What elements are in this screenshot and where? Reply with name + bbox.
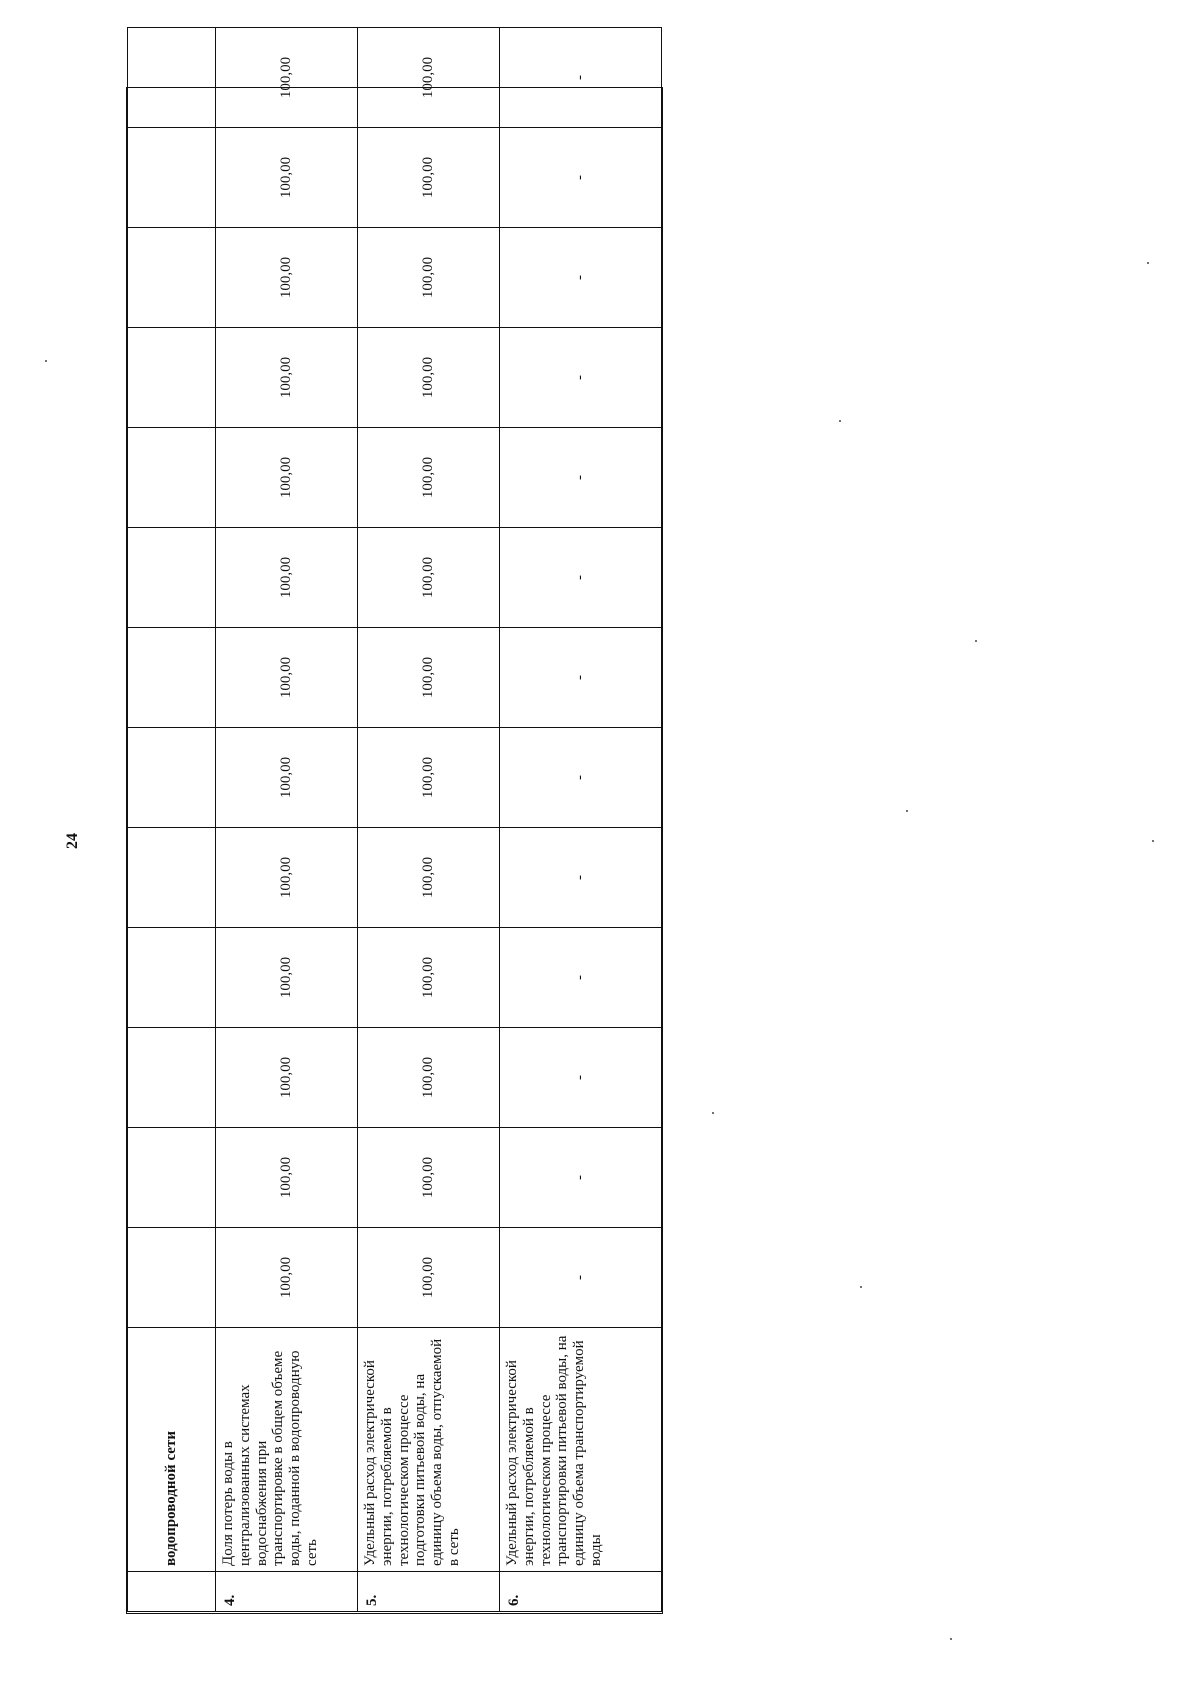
- value-cell: 100,00: [358, 828, 500, 928]
- header-value-cell: [128, 1228, 216, 1328]
- value-cell: 100,00: [358, 428, 500, 528]
- row-number-cell: 5.: [358, 1572, 500, 1612]
- header-value-cell: [128, 328, 216, 428]
- scan-speck: [975, 640, 977, 642]
- header-value-cell: [128, 928, 216, 1028]
- row-name-cell: Доля потерь воды в централизованных системах водоснабжения при транспортировке в общем объеме воды, поданной в водопроводную сеть: [216, 1328, 358, 1572]
- row-name-cell: Удельный расход электрической энергии, потребляемой в технологическом процессе транспортировки питьевой воды, на единицу объема транспортируемой воды: [500, 1328, 662, 1572]
- scan-speck: [712, 1112, 714, 1114]
- value-cell: 100,00: [216, 628, 358, 728]
- value-cell: 100,00: [216, 1028, 358, 1128]
- value-cell: -: [500, 628, 662, 728]
- indicators-table-frame: [126, 56, 663, 1614]
- value-cell: 100,00: [216, 728, 358, 828]
- indicators-table-rotated: [127, 56, 661, 1612]
- value-cell: -: [500, 928, 662, 1028]
- header-value-cell: [128, 828, 216, 928]
- page-number: 24: [64, 833, 81, 849]
- scan-speck: [1147, 262, 1149, 264]
- value-cell: 100,00: [358, 28, 500, 128]
- scan-speck: [906, 810, 908, 812]
- value-cell: 100,00: [216, 1128, 358, 1228]
- value-cell: 100,00: [358, 728, 500, 828]
- value-cell: 100,00: [358, 1228, 500, 1328]
- table-header-row: [128, 28, 216, 1612]
- value-cell: -: [500, 1228, 662, 1328]
- value-cell: -: [500, 828, 662, 928]
- value-cell: -: [500, 28, 662, 128]
- value-cell: 100,00: [358, 1128, 500, 1228]
- value-cell: -: [500, 428, 662, 528]
- value-cell: 100,00: [216, 28, 358, 128]
- value-cell: 100,00: [358, 928, 500, 1028]
- header-value-cell: [128, 228, 216, 328]
- value-cell: 100,00: [216, 328, 358, 428]
- header-value-cell: [128, 428, 216, 528]
- header-value-cell: [128, 528, 216, 628]
- header-value-cell: [128, 628, 216, 728]
- table-row: [358, 28, 500, 1612]
- value-cell: 100,00: [216, 928, 358, 1028]
- value-cell: 100,00: [216, 1228, 358, 1328]
- table-row: [500, 28, 662, 1612]
- indicators-table: [127, 27, 662, 1612]
- row-number-cell: 6.: [500, 1572, 662, 1612]
- scan-speck: [45, 360, 47, 362]
- row-number-cell: 4.: [216, 1572, 358, 1612]
- header-value-cell: [128, 28, 216, 128]
- value-cell: 100,00: [358, 328, 500, 428]
- table-row: [216, 28, 358, 1612]
- header-value-cell: [128, 1028, 216, 1128]
- value-cell: -: [500, 528, 662, 628]
- value-cell: 100,00: [216, 528, 358, 628]
- value-cell: 100,00: [216, 428, 358, 528]
- header-value-cell: [128, 128, 216, 228]
- scan-speck: [839, 420, 841, 422]
- value-cell: 100,00: [358, 128, 500, 228]
- value-cell: 100,00: [358, 628, 500, 728]
- value-cell: 100,00: [358, 528, 500, 628]
- value-cell: -: [500, 1028, 662, 1128]
- row-name-cell: Удельный расход электрической энергии, потребляемой в технологическом процессе подготовки питьевой воды, на единицу объема воды, отпускаемой в сеть: [358, 1328, 500, 1572]
- value-cell: -: [500, 1128, 662, 1228]
- value-cell: -: [500, 728, 662, 828]
- header-number-cell: [128, 1572, 216, 1612]
- value-cell: -: [500, 228, 662, 328]
- header-value-cell: [128, 728, 216, 828]
- value-cell: -: [500, 128, 662, 228]
- header-value-cell: [128, 1128, 216, 1228]
- value-cell: 100,00: [216, 228, 358, 328]
- value-cell: 100,00: [216, 128, 358, 228]
- header-name-cell: водопроводной сети: [128, 1328, 216, 1572]
- value-cell: -: [500, 328, 662, 428]
- value-cell: 100,00: [358, 228, 500, 328]
- scan-speck: [1152, 840, 1154, 842]
- value-cell: 100,00: [358, 1028, 500, 1128]
- value-cell: 100,00: [216, 828, 358, 928]
- scan-speck: [860, 1286, 862, 1288]
- scan-speck: [950, 1638, 952, 1640]
